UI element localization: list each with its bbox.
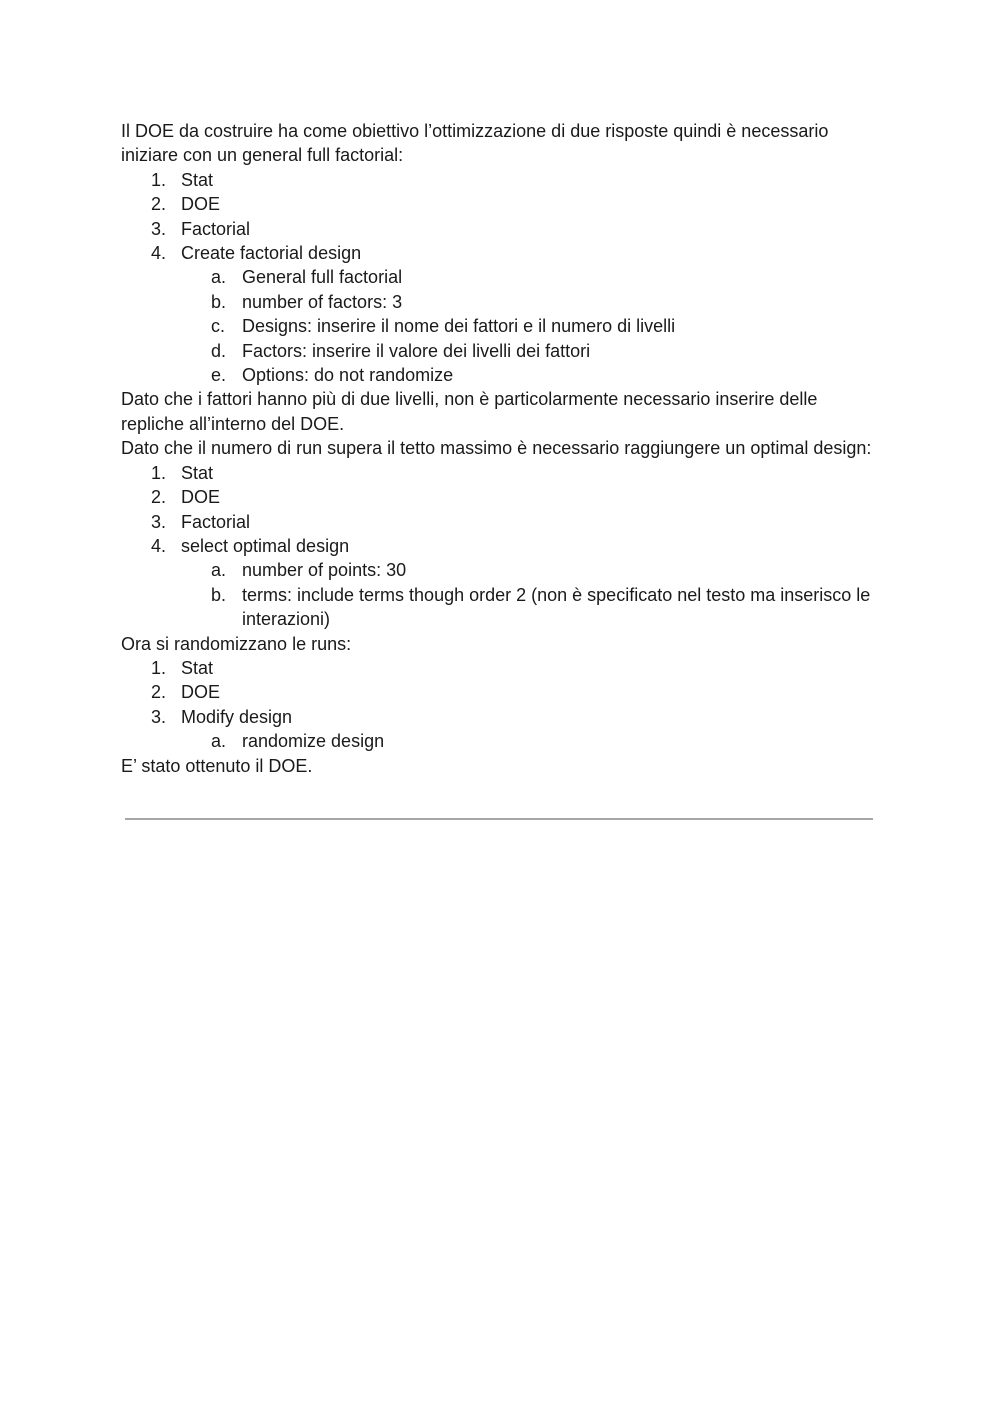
sublist-item-text: Factors: inserire il valore dei livelli dei fattori bbox=[242, 340, 591, 361]
list-number: 4. bbox=[151, 243, 167, 264]
sublist-item-text: terms: include terms though order 2 (non è specificato nel testo ma inserisco le interazioni) bbox=[242, 584, 871, 630]
list-item bbox=[121, 461, 881, 485]
replicates-paragraph: Dato che i fattori hanno più di due livelli, non è particolarmente necessario inserire delle repliche all’interno del DOE. bbox=[121, 389, 818, 434]
list-number: 3. bbox=[151, 218, 167, 239]
list-item bbox=[121, 656, 881, 680]
sublist-randomize bbox=[121, 729, 881, 753]
sublist-letter: e. bbox=[211, 365, 227, 386]
sublist-item bbox=[121, 265, 881, 289]
list-item bbox=[121, 680, 881, 704]
list-item bbox=[121, 168, 881, 192]
sublist-item bbox=[121, 729, 881, 753]
sublist-item-text: Options: do not randomize bbox=[242, 365, 454, 386]
list-number: 1. bbox=[151, 462, 167, 483]
horizontal-divider bbox=[125, 818, 873, 820]
closing-paragraph: E’ stato ottenuto il DOE. bbox=[121, 755, 313, 776]
sublist-item-text: randomize design bbox=[242, 731, 385, 752]
sublist-item bbox=[121, 558, 881, 582]
sublist-item bbox=[121, 583, 881, 632]
sublist-general-factorial bbox=[121, 265, 881, 387]
list-number: 2. bbox=[151, 682, 167, 703]
list-number: 3. bbox=[151, 706, 167, 727]
sublist-item bbox=[121, 290, 881, 314]
sublist-item bbox=[121, 314, 881, 338]
list-number: 1. bbox=[151, 169, 167, 190]
list-item bbox=[121, 705, 881, 729]
sublist-optimal-design bbox=[121, 558, 881, 631]
list-number: 3. bbox=[151, 511, 167, 532]
sublist-letter: b. bbox=[211, 584, 227, 605]
steps-list-randomize bbox=[121, 656, 881, 729]
list-item bbox=[121, 192, 881, 216]
optimal-design-paragraph: Dato che il numero di run supera il tetto massimo è necessario raggiungere un optimal design: bbox=[121, 438, 872, 459]
sublist-letter: a. bbox=[211, 731, 227, 752]
list-item-text: Stat bbox=[181, 169, 214, 190]
list-item-text: DOE bbox=[181, 682, 221, 703]
sublist-item-text: number of factors: 3 bbox=[242, 291, 403, 312]
list-item-text: Create factorial design bbox=[181, 243, 362, 264]
list-number: 1. bbox=[151, 657, 167, 678]
list-item-text: Factorial bbox=[181, 218, 251, 239]
list-number: 2. bbox=[151, 194, 167, 215]
list-item bbox=[121, 485, 881, 509]
list-item bbox=[121, 510, 881, 534]
sublist-item bbox=[121, 363, 881, 387]
list-item-text: Stat bbox=[181, 462, 214, 483]
sublist-item-text: General full factorial bbox=[242, 267, 403, 288]
list-number: 2. bbox=[151, 487, 167, 508]
sublist-item-text: number of points: 30 bbox=[242, 560, 407, 581]
sublist-letter: a. bbox=[211, 560, 227, 581]
intro-paragraph: Il DOE da costruire ha come obiettivo l’ottimizzazione di due risposte quindi è necessario iniziare con un general full factorial: bbox=[121, 121, 829, 166]
list-item-text: DOE bbox=[181, 487, 221, 508]
list-item bbox=[121, 217, 881, 241]
list-number: 4. bbox=[151, 535, 167, 556]
list-item-text: select optimal design bbox=[181, 535, 350, 556]
steps-list-general-factorial bbox=[121, 168, 881, 266]
sublist-letter: d. bbox=[211, 340, 227, 361]
document-body bbox=[121, 119, 881, 778]
sublist-item-text: Designs: inserire il nome dei fattori e il numero di livelli bbox=[242, 316, 676, 337]
sublist-letter: c. bbox=[211, 316, 226, 337]
list-item bbox=[121, 534, 881, 558]
list-item bbox=[121, 241, 881, 265]
list-item-text: Factorial bbox=[181, 511, 251, 532]
sublist-letter: a. bbox=[211, 267, 227, 288]
steps-list-optimal-design bbox=[121, 461, 881, 559]
list-item-text: Stat bbox=[181, 657, 214, 678]
sublist-letter: b. bbox=[211, 291, 227, 312]
randomize-paragraph: Ora si randomizzano le runs: bbox=[121, 633, 352, 654]
sublist-item bbox=[121, 339, 881, 363]
list-item-text: DOE bbox=[181, 194, 221, 215]
list-item-text: Modify design bbox=[181, 706, 293, 727]
